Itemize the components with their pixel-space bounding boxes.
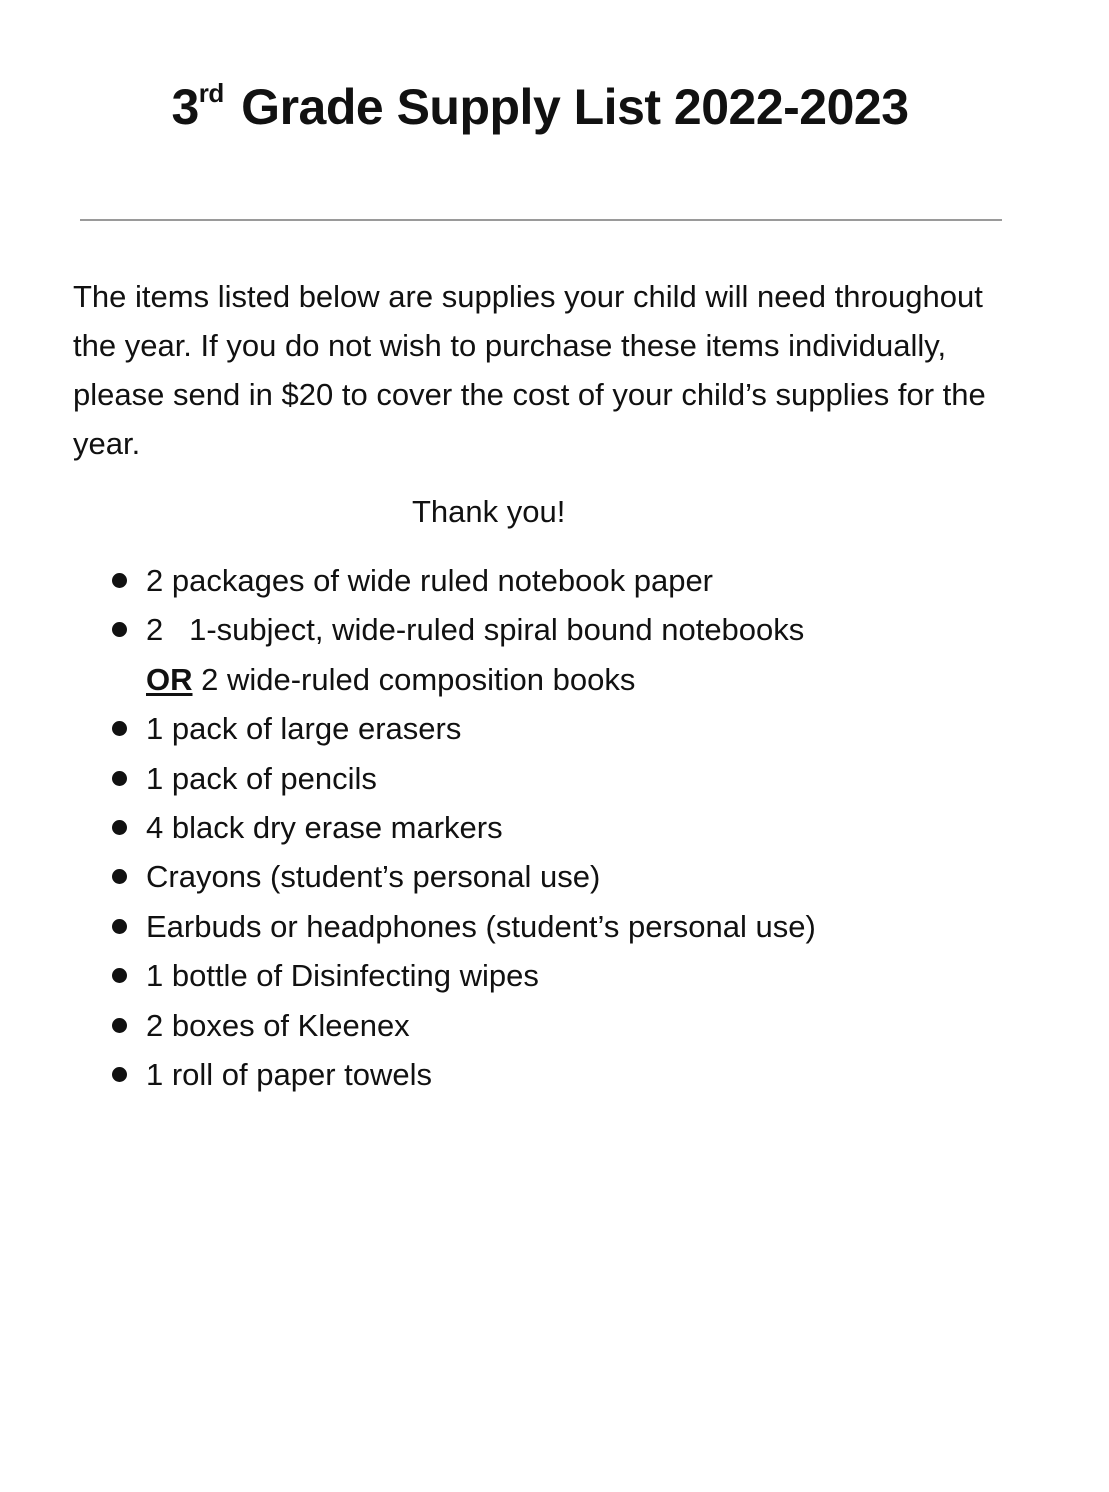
list-item: [110, 1001, 1010, 1050]
list-item-text: 4 black dry erase markers: [146, 810, 503, 846]
list-item-text: Earbuds or headphones (student’s personal use): [146, 908, 816, 944]
list-item-text: 1 pack of large erasers: [146, 711, 462, 747]
list-item-text: 1 pack of pencils: [146, 760, 377, 796]
list-item: [110, 852, 1010, 901]
bullet-icon: [112, 771, 127, 786]
list-item-text: Crayons (student’s personal use): [146, 859, 601, 895]
bullet-icon: [112, 968, 127, 983]
bullet-icon: [112, 1018, 127, 1033]
title-number: 3: [171, 79, 199, 135]
list-item: [110, 803, 1010, 852]
bullet-icon: [112, 919, 127, 934]
list-item-text: 2 boxes of Kleenex: [146, 1007, 410, 1043]
intro-paragraph: The items listed below are supplies your child will need throughout the year. If you do not wish to purchase these items individually, please send in $20 to cover the cost of your child’s supplies for the year.: [73, 279, 986, 461]
title-ordinal-suffix: rd: [198, 78, 224, 108]
list-item: [110, 556, 1010, 605]
bullet-icon: [112, 573, 127, 588]
list-item-text: 1 bottle of Disinfecting wipes: [146, 958, 539, 994]
list-item: [110, 605, 1010, 704]
bullet-icon: [112, 622, 127, 637]
list-item-text: 2 1-subject, wide-ruled spiral bound notebooks: [146, 612, 805, 648]
list-item-text: 1 roll of paper towels: [146, 1057, 433, 1093]
list-item: [110, 902, 1010, 951]
supply-list: [110, 556, 1010, 1099]
list-item: [110, 704, 1010, 753]
bullet-icon: [112, 820, 127, 835]
list-item-continuation: [146, 655, 1010, 704]
list-item: [110, 1050, 1010, 1099]
list-item-text: 2 packages of wide ruled notebook paper: [146, 563, 714, 598]
title-text: Grade Supply List 2022-2023: [241, 79, 909, 135]
or-emphasis: OR: [146, 661, 193, 697]
bullet-icon: [112, 1067, 127, 1082]
list-item: [110, 754, 1010, 803]
page-title: [0, 78, 1080, 135]
list-item: [110, 951, 1010, 1000]
bullet-icon: [112, 869, 127, 884]
list-item-text: 2 wide-ruled composition books: [192, 661, 636, 697]
thank-you-text: Thank you!: [412, 494, 566, 529]
bullet-icon: [112, 721, 127, 736]
horizontal-divider: [80, 219, 1002, 221]
